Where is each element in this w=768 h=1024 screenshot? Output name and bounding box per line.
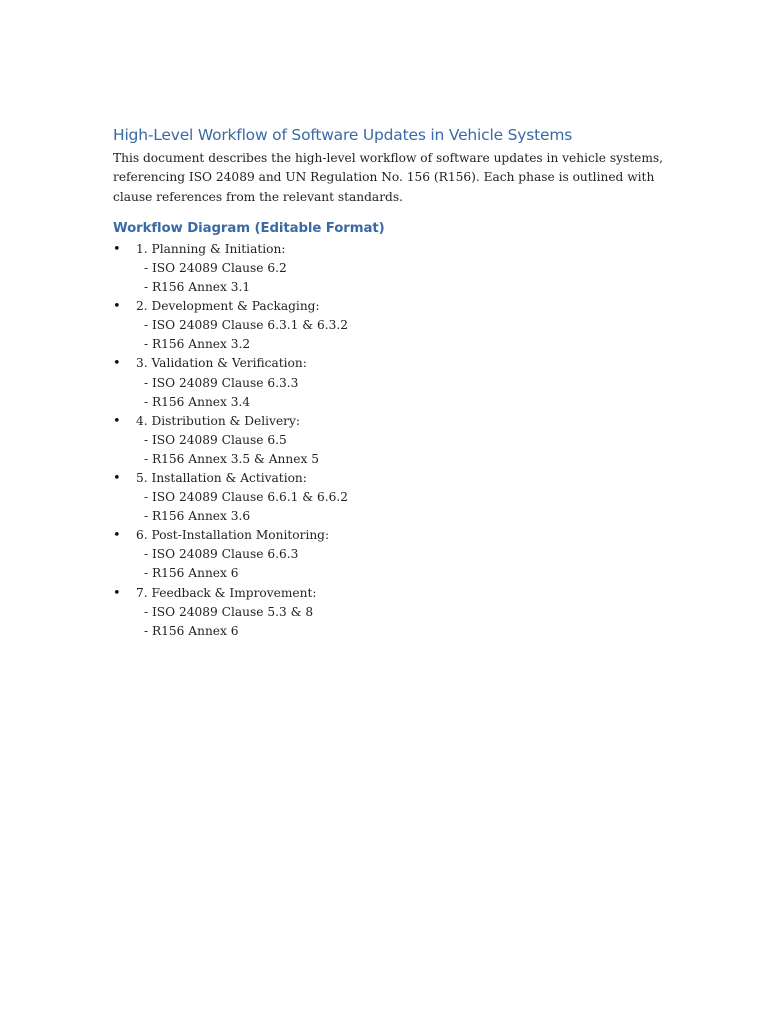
step-label: 5. Installation & Activation: — [136, 471, 307, 486]
step-label: 4. Distribution & Delivery: — [136, 413, 300, 428]
bullet-icon: • — [113, 241, 121, 257]
intro-line: referencing ISO 24089 and UN Regulation No. 156 (R156). Each phase is outlined with — [113, 170, 655, 185]
step-label: 1. Planning & Initiation: — [136, 241, 286, 256]
step-label: 6. Post-Installation Monitoring: — [136, 528, 330, 543]
step-reference: - ISO 24089 Clause 6.6.3 — [144, 547, 299, 562]
intro-paragraph — [113, 149, 664, 207]
intro-line: This document describes the high-level workflow of software updates in vehicle systems, — [113, 151, 664, 165]
workflow-step-list — [113, 240, 653, 641]
step-reference: - ISO 24089 Clause 6.3.3 — [144, 375, 299, 390]
workflow-step — [113, 469, 653, 526]
bullet-icon: • — [113, 299, 121, 315]
workflow-step — [113, 240, 653, 297]
bullet-icon: • — [113, 413, 121, 429]
workflow-step — [113, 584, 653, 641]
bullet-icon: • — [113, 471, 121, 487]
step-reference: - ISO 24089 Clause 5.3 & 8 — [144, 604, 314, 619]
step-reference: - R156 Annex 6 — [144, 566, 239, 581]
step-reference: - R156 Annex 3.2 — [144, 337, 251, 352]
bullet-icon: • — [113, 585, 121, 601]
document-title: High-Level Workflow of Software Updates in Vehicle Systems — [113, 126, 573, 144]
step-reference: - R156 Annex 3.6 — [144, 509, 251, 524]
workflow-step — [113, 412, 653, 469]
workflow-step — [113, 297, 653, 354]
step-reference: - R156 Annex 6 — [144, 623, 239, 638]
step-reference: - ISO 24089 Clause 6.5 — [144, 432, 287, 447]
step-label: 7. Feedback & Improvement: — [136, 585, 317, 600]
document-body — [113, 124, 664, 641]
workflow-step — [113, 354, 653, 411]
intro-line: clause references from the relevant standards. — [113, 189, 403, 204]
workflow-step — [113, 526, 653, 583]
bullet-icon: • — [113, 528, 121, 544]
step-reference: - R156 Annex 3.4 — [144, 394, 251, 409]
step-reference: - R156 Annex 3.5 & Annex 5 — [144, 451, 319, 466]
step-reference: - ISO 24089 Clause 6.6.1 & 6.6.2 — [144, 490, 348, 505]
step-reference: - ISO 24089 Clause 6.2 — [144, 260, 287, 275]
step-label: 2. Development & Packaging: — [136, 299, 320, 314]
step-reference: - R156 Annex 3.1 — [144, 280, 251, 295]
bullet-icon: • — [113, 356, 121, 372]
step-reference: - ISO 24089 Clause 6.3.1 & 6.3.2 — [144, 318, 348, 333]
step-label: 3. Validation & Verification: — [136, 356, 307, 371]
section-title: Workflow Diagram (Editable Format) — [113, 220, 385, 236]
